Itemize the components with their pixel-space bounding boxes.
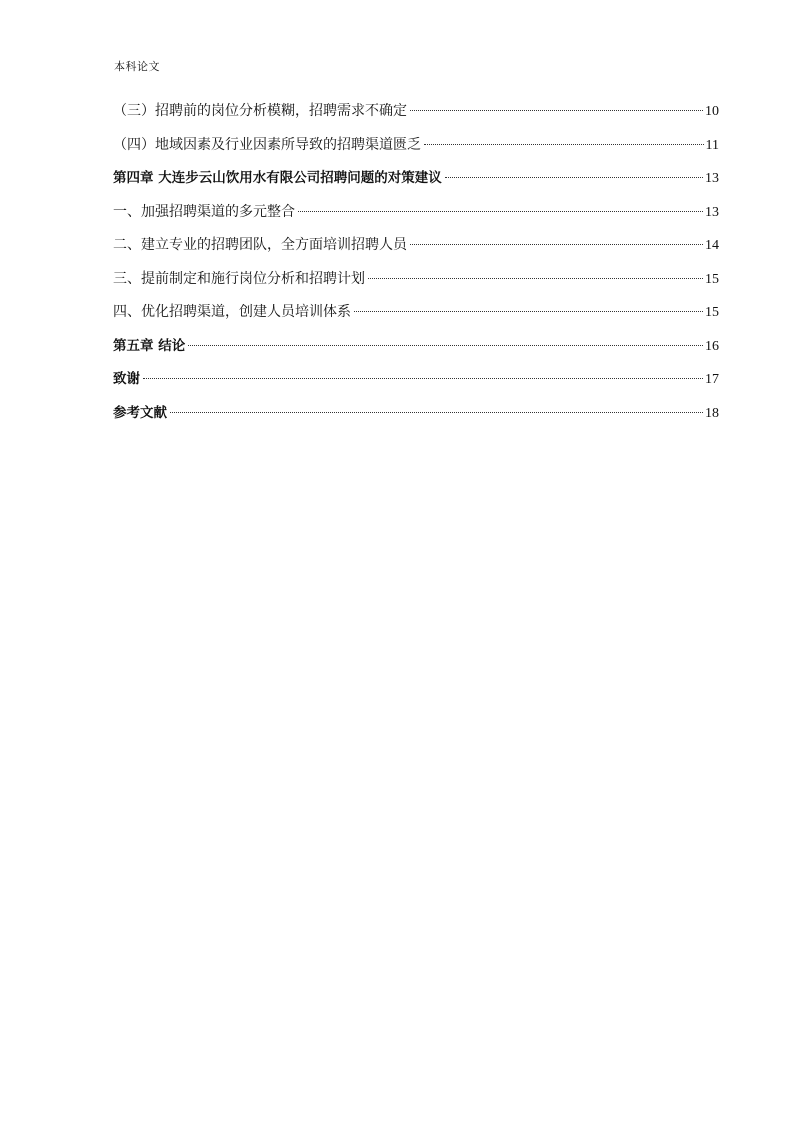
toc-entry-title: 参考文献 bbox=[113, 404, 167, 421]
toc-dot-leader bbox=[410, 110, 703, 111]
toc-entry-page: 13 bbox=[705, 171, 719, 186]
toc-entry-page: 16 bbox=[705, 338, 719, 354]
toc-entry-title: 四、优化招聘渠道，创建人员培训体系 bbox=[113, 304, 351, 320]
toc-entry-title: （三）招聘前的岗位分析模糊，招聘需求不确定 bbox=[113, 103, 407, 119]
toc-entry[interactable] bbox=[113, 199, 719, 233]
page-header: 本科论文 bbox=[114, 60, 160, 73]
toc-entry-title: 第五章 结论 bbox=[113, 337, 186, 354]
toc-entry-title: 致谢 bbox=[113, 371, 140, 387]
toc-dot-leader bbox=[445, 177, 703, 178]
toc-entry-title: 一、加强招聘渠道的多元整合 bbox=[113, 203, 295, 220]
toc-entry-title: 二、建立专业的招聘团队，全方面培训招聘人员 bbox=[113, 237, 407, 253]
toc-entry-page: 15 bbox=[705, 271, 719, 287]
toc-entry[interactable] bbox=[113, 299, 719, 333]
toc-chapter-entry[interactable] bbox=[113, 333, 719, 367]
toc-entry[interactable] bbox=[113, 132, 719, 166]
table-of-contents bbox=[113, 98, 719, 433]
toc-entry[interactable] bbox=[113, 98, 719, 132]
toc-entry-title: （四）地域因素及行业因素所导致的招聘渠道匮乏 bbox=[113, 136, 421, 153]
toc-chapter-entry[interactable] bbox=[113, 165, 719, 199]
toc-entry-page: 15 bbox=[705, 305, 719, 320]
toc-entry-page: 17 bbox=[705, 372, 719, 387]
toc-dot-leader bbox=[170, 412, 703, 413]
toc-entry-page: 14 bbox=[705, 238, 719, 253]
toc-dot-leader bbox=[143, 378, 703, 379]
toc-dot-leader bbox=[368, 278, 703, 279]
toc-dot-leader bbox=[410, 244, 703, 245]
toc-dot-leader bbox=[424, 144, 704, 145]
toc-entry-page: 13 bbox=[705, 204, 719, 220]
toc-chapter-entry[interactable] bbox=[113, 400, 719, 434]
toc-entry[interactable] bbox=[113, 266, 719, 300]
toc-dot-leader bbox=[188, 345, 703, 346]
toc-dot-leader bbox=[354, 311, 703, 312]
toc-entry[interactable] bbox=[113, 232, 719, 266]
toc-chapter-entry[interactable] bbox=[113, 366, 719, 400]
toc-dot-leader bbox=[298, 211, 703, 212]
toc-entry-page: 11 bbox=[705, 137, 719, 153]
toc-entry-page: 10 bbox=[705, 104, 719, 119]
toc-entry-title: 第四章 大连步云山饮用水有限公司招聘问题的对策建议 bbox=[113, 170, 442, 186]
toc-entry-page: 18 bbox=[705, 405, 719, 421]
toc-entry-title: 三、提前制定和施行岗位分析和招聘计划 bbox=[113, 270, 365, 287]
